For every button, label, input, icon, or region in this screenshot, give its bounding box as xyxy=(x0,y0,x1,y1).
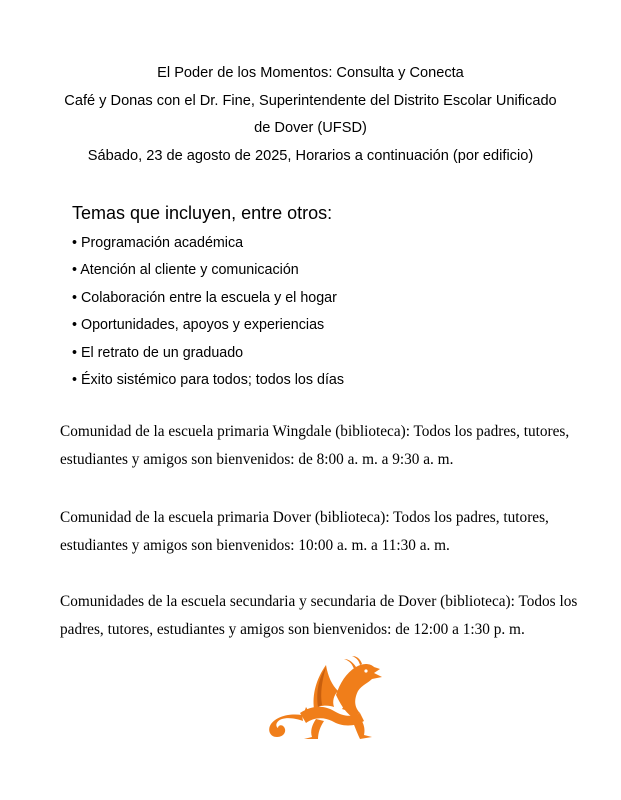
topics-heading: Temas que incluyen, entre otros: xyxy=(72,203,333,223)
topic-item: • Programación académica xyxy=(72,235,244,251)
topic-item: • Éxito sistémico para todos; todos los días xyxy=(72,372,345,389)
topic-item: • Oportunidades, apoyos y experiencias xyxy=(72,317,325,334)
topic-item: • El retrato de un graduado xyxy=(72,344,244,361)
event-header xyxy=(0,60,621,170)
topic-item: • Atención al cliente y comunicación xyxy=(72,262,299,279)
topic-item: • Colaboración entre la escuela y el hogar xyxy=(72,289,337,306)
event-date: Sábado, 23 de agosto de 2025, Horarios a continuación (por edificio) xyxy=(87,147,534,164)
event-title: El Poder de los Momentos: Consulta y Conecta xyxy=(157,65,464,81)
schedule-dover-elementary: Comunidad de la escuela primaria Dover (biblioteca): Todos los padres, tutores, estudiantes y amigos son bienvenidos: 10:00 a. m. a 11:30 a. m. xyxy=(60,509,549,554)
topics-list xyxy=(72,230,344,394)
dragon-icon xyxy=(256,655,388,743)
schedule-dover-secondary: Comunidades de la escuela secundaria y secundaria de Dover (biblioteca): Todos los padres, tutores, estudiantes y amigos son bienvenidos: de 12:00 a 1:30 p. m. xyxy=(60,593,578,638)
event-subtitle: Café y Donas con el Dr. Fine, Superintendente del Distrito Escolar Unificado xyxy=(64,92,557,109)
topics-section xyxy=(72,200,344,394)
schedule-wingdale: Comunidad de la escuela primaria Wingdale (biblioteca): Todos los padres, tutores, estudiantes y amigos son bienvenidos: de 8:00 a. m. a 9:30 a. m. xyxy=(60,423,570,468)
event-subtitle-continued: de Dover (UFSD) xyxy=(254,120,367,136)
